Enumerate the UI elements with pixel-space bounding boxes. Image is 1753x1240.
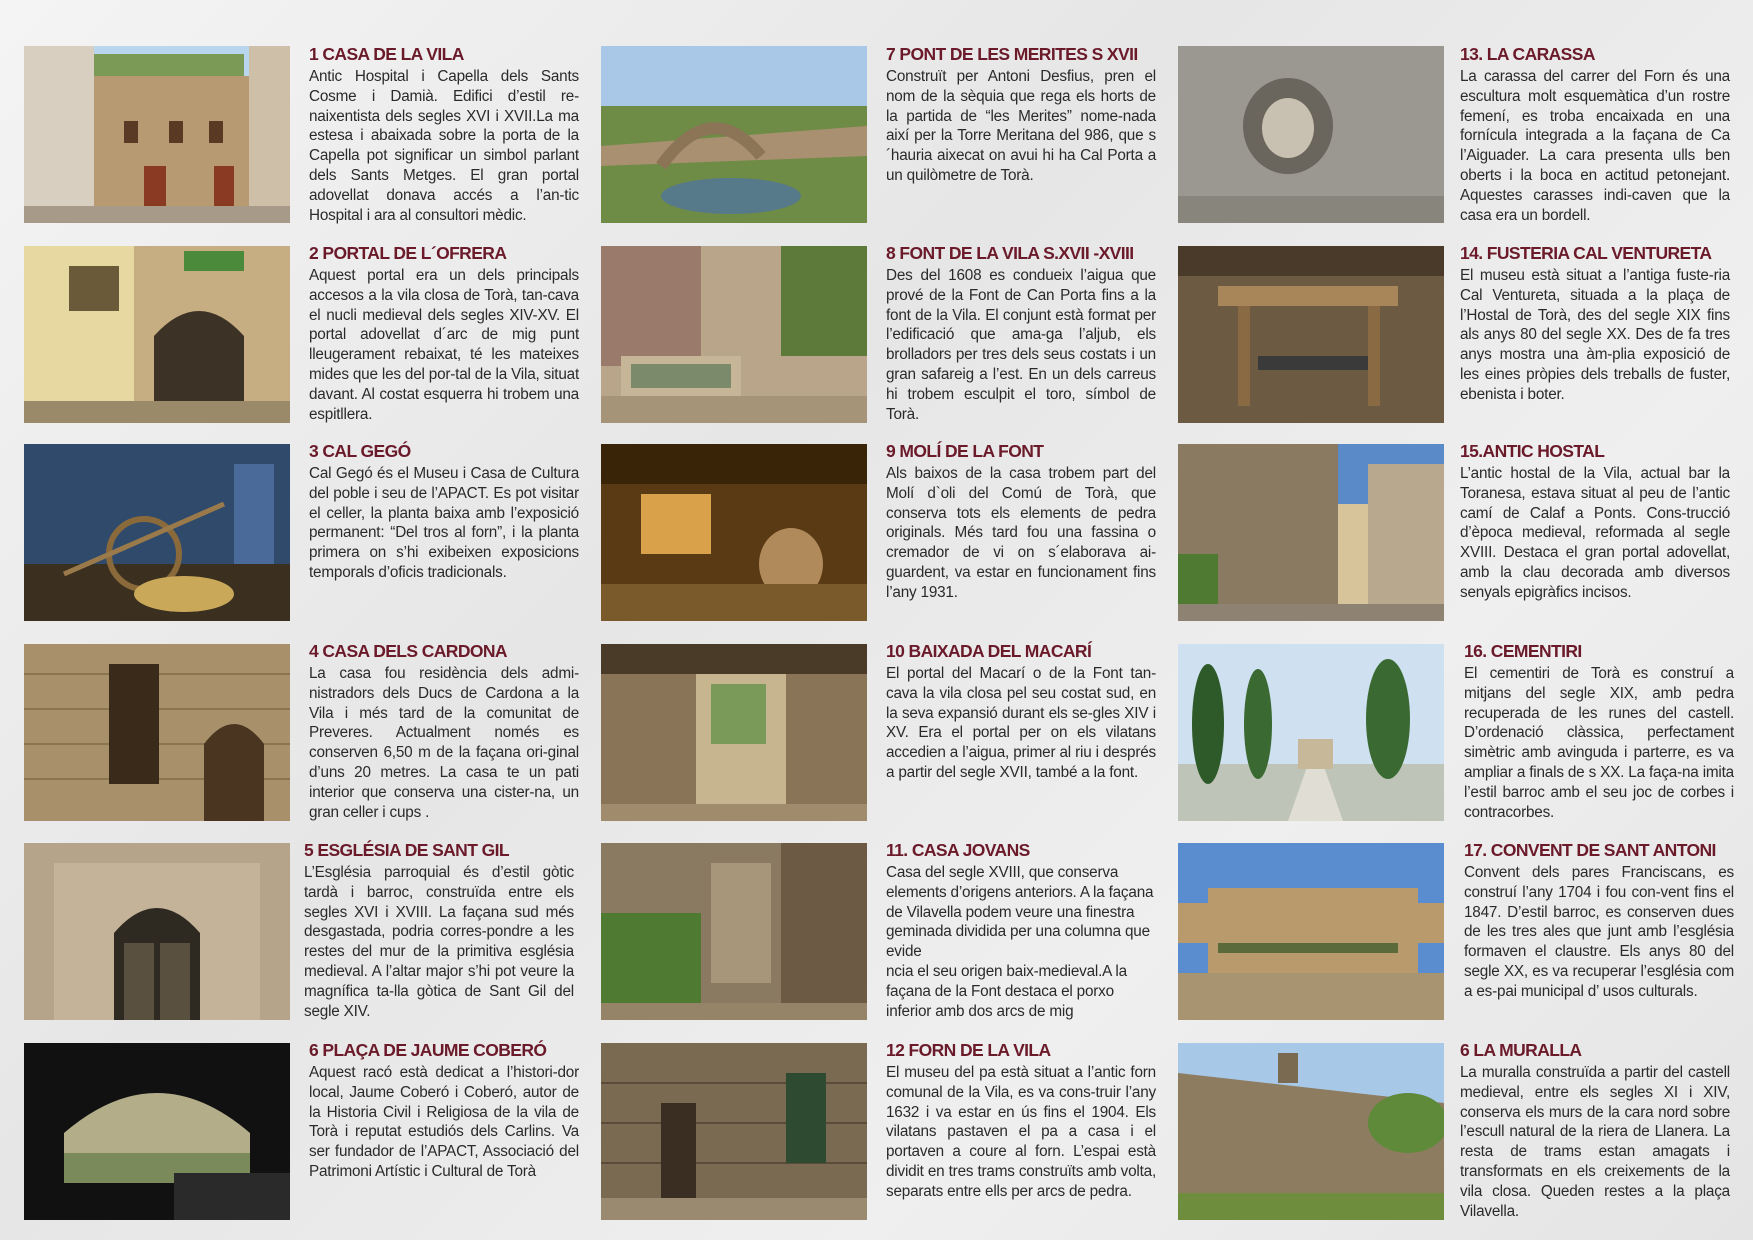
photo-la-carassa — [1178, 46, 1444, 223]
item-description: Cal Gegó és el Museu i Casa de Cultura del poble i seu de l’APACT. Es pot visitar el celler, la planta baixa amb l’exposició permanent: “Del tros al forn”, i la planta primera on s’hi exibeixen exposicions temporals d’oficis tradicionals. — [309, 465, 579, 581]
item-title: 17. CONVENT DE SANT ANTONI — [1464, 840, 1716, 860]
text-block-la-carassa — [1460, 44, 1730, 225]
photo-font-de-la-vila — [601, 246, 867, 423]
item-title: 11. CASA JOVANS — [886, 840, 1030, 860]
item-title: 1 CASA DE LA VILA — [309, 44, 464, 64]
text-block-cementiri — [1464, 641, 1734, 822]
photo-casa-dels-cardona — [24, 644, 290, 821]
photo-placa-jaume-cobero — [24, 1043, 290, 1220]
item-description: Convent dels pares Franciscans, es construí l’any 1704 i fou con-vent fins el 1847. D’estil barroc, es conserven dues de les tres ales que junt amb l’església formaven el claustre. Els anys 80 del segle XX, es va recuperar l’església com a es-pai municipal d’ usos culturals. — [1464, 864, 1734, 1000]
text-block-placa-jaume-cobero — [309, 1040, 579, 1182]
item-title: 6 PLAÇA DE JAUME COBERÓ — [309, 1040, 547, 1060]
item-description: Aquest portal era un dels principals accesos a la vila closa de Torà, tan-cava el nucli medieval dels segles XIV-XV. El portal adovellat d´arc de mig punt lleugerament rebaixat, té les mateixes mides que les del por-tal de la Vila, situat davant. Al costat esquerra hi trobem una espitllera. — [309, 267, 579, 423]
photo-moli-de-la-font — [601, 444, 867, 621]
photo-casa-jovans — [601, 843, 867, 1020]
text-block-font-de-la-vila — [886, 243, 1156, 424]
item-title: 10 BAIXADA DEL MACARÍ — [886, 641, 1092, 661]
item-description: Aquest racó està dedicat a l’histori-dor local, Jaume Coberó i Coberó, autor de la Historia Civil i Religiosa de la vila de Torà i reputat estudiós dels Carlins. Va ser fundador de l’APACT, Associació del Patrimoni Artístic i Cultural de Torà — [309, 1064, 579, 1180]
item-description: L’antic hostal de la Vila, actual bar la Toranesa, estava situat al peu de l’antic camí de Calaf a Ponts. Cons-trucció d’època medieval, reformada al segle XVIII. Destaca el gran portal adovellat, amb la clau decorada amb diversos senyals epigràfics incisos. — [1460, 465, 1730, 601]
photo-forn-de-la-vila — [601, 1043, 867, 1220]
item-description: La casa fou residència dels admi-nistradors dels Ducs de Cardona a la Vila i més tard de la comunitat de Preveres. Actualment només es conserven 6,50 m de la façana ori-ginal d’uns 20 metres. La casa te un pati interior que conserva una cister-na, un gran celler i cups . — [309, 665, 579, 821]
text-block-casa-jovans — [886, 840, 1156, 1021]
text-block-fusteria-cal-ventureta — [1460, 243, 1730, 405]
item-title: 4 CASA DELS CARDONA — [309, 641, 507, 661]
item-description: Antic Hospital i Capella dels Sants Cosme i Damià. Edifici d’estil re-naixentista dels segles XVI i XVII.La ma estesa i abaixada sobre la porta de la Capella pot significar un simbol parlant dels Sants Metges. El gran portal adovellat donava accés a l’an-tic Hospital i ara al consultori mèdic. — [309, 68, 579, 224]
item-title: 8 FONT DE LA VILA S.XVII -XVIII — [886, 243, 1134, 263]
item-title: 16. CEMENTIRI — [1464, 641, 1582, 661]
photo-convent-sant-antoni — [1178, 843, 1444, 1020]
text-block-esglesia-sant-gil — [304, 840, 574, 1021]
photo-cementiri — [1178, 644, 1444, 821]
item-description: La muralla construïda a partir del castell medieval, entre els segles XI i XIV, conserva els murs de la cara nord sobre l’escull natural de la riera de Llanera. La resta de trams estan amagats i transformats en els creixements de la vila closa. Queden restes a la plaça Vilavella. — [1460, 1064, 1730, 1220]
photo-fusteria-cal-ventureta — [1178, 246, 1444, 423]
item-title: 7 PONT DE LES MERITES S XVII — [886, 44, 1138, 64]
text-block-portal-ofrera — [309, 243, 579, 424]
item-title: 3 CAL GEGÓ — [309, 441, 411, 461]
photo-cal-gego — [24, 444, 290, 621]
item-description: L’Església parroquial és d’estil gòtic tardà i barroc, construïda entre els segles XVI i XVIII. La façana sud més desgastada, podria corres-pondre a les restes del mur de la primitiva església medieval. A l’altar major s’hi pot veure la magnífica ta-lla gòtica de Sant Gil del segle XIV. — [304, 864, 574, 1020]
photo-la-muralla — [1178, 1043, 1444, 1220]
item-title: 13. LA CARASSA — [1460, 44, 1595, 64]
photo-antic-hostal — [1178, 444, 1444, 621]
item-description: Des del 1608 es condueix l’aigua que prové de la Font de Can Porta fins a la font de la Vila. El conjunt està format per l’edificació que ama-ga l’aljub, els brolladors per tres dels seus costats i un gran safareig a l’est. En un dels carreus hi trobem esculpit el toro, símbol de Torà. — [886, 267, 1156, 423]
item-title: 14. FUSTERIA CAL VENTURETA — [1460, 243, 1712, 263]
item-title: 9 MOLÍ DE LA FONT — [886, 441, 1044, 461]
text-block-pont-merites — [886, 44, 1156, 186]
photo-pont-merites — [601, 46, 867, 223]
text-block-convent-sant-antoni — [1464, 840, 1734, 1002]
item-title: 6 LA MURALLA — [1460, 1040, 1582, 1060]
item-description: El museu està situat a l’antiga fuste-ria Cal Ventureta, situada a la plaça de l’Hostal de Torà, des del segle XIX fins als anys 80 del segle XX. Des de fa tres anys mostra una àm-plia exposició de les eines pròpies dels treballs de fuster, ebenista i boter. — [1460, 267, 1730, 403]
text-block-la-muralla — [1460, 1040, 1730, 1221]
text-block-casa-dels-cardona — [309, 641, 579, 822]
photo-portal-ofrera — [24, 246, 290, 423]
item-title: 12 FORN DE LA VILA — [886, 1040, 1051, 1060]
photo-esglesia-sant-gil — [24, 843, 290, 1020]
text-block-casa-de-la-vila — [309, 44, 579, 225]
text-block-antic-hostal — [1460, 441, 1730, 603]
photo-casa-de-la-vila — [24, 46, 290, 223]
item-title: 5 ESGLÉSIA DE SANT GIL — [304, 840, 509, 860]
item-description: Casa del segle XVIII, que conserva elements d’origens anteriors. A la façana de Vilavella podem veure una finestra geminada dividida per una columna que evide ncia el seu origen baix-medieval.A la façana de la Font destaca el porxo inferior amb dos arcs de mig — [886, 864, 1154, 1020]
item-title: 2 PORTAL DE L´OFRERA — [309, 243, 507, 263]
item-description: El museu del pa està situat a l’antic forn comunal de la Vila, es va cons-truir l’any 1632 i va estar en ús fins el 1904. Els vilatans pastaven el pa a casa i el portaven a coure al forn. L’espai està dividit en tres trams construïts amb volta, separats entre ells per arcs de pedra. — [886, 1064, 1156, 1200]
text-block-moli-de-la-font — [886, 441, 1156, 603]
item-description: Als baixos de la casa trobem part del Molí d`oli del Comú de Torà, que conserva tots els elements de pedra originals. Més tard fou una fassina o cremador de vi on s´elaborava ai-guardent, va estar en funcionament fins l’any 1931. — [886, 465, 1156, 601]
item-description: El portal del Macarí o de la Font tan-cava la vila closa pel seu costat sud, en la seva expansió durant els se-gles XIV i XV. Era el portal per on els vilatans accedien a l’aigua, primer al riu i després a partir del segle XVII, també a la font. — [886, 665, 1156, 781]
item-description: La carassa del carrer del Forn és una escultura molt esquemàtica d’un rostre femení, es troba encaixada en una fornícula integrada a la façana de Ca l’Aiguader. La cara presenta ulls ben oberts i la boca en actitud petonejant. Aquestes carasses indi-caven que la casa era un bordell. — [1460, 68, 1730, 224]
item-title: 15.ANTIC HOSTAL — [1460, 441, 1605, 461]
item-description: Construït per Antoni Desfius, pren el nom de la sèquia que rega els horts de la partida de “les Merites” nome-nada així per la Torre Meritana del 986, que s´hauria aixecat on avui hi ha Cal Porta a un quilòmetre de Torà. — [886, 68, 1156, 184]
text-block-forn-de-la-vila — [886, 1040, 1156, 1202]
photo-baixada-del-macari — [601, 644, 867, 821]
text-block-baixada-del-macari — [886, 641, 1156, 783]
item-description: El cementiri de Torà es construí a mitjans del segle XIX, amb pedra recuperada de les runes del castell. D’ordenació clàssica, perfectament simètric amb avinguda i parterre, es va ampliar a finals de s XX. La faça-na imita l’estil barroc amb el seu joc de corbes i contracorbes. — [1464, 665, 1734, 821]
text-block-cal-gego — [309, 441, 579, 583]
